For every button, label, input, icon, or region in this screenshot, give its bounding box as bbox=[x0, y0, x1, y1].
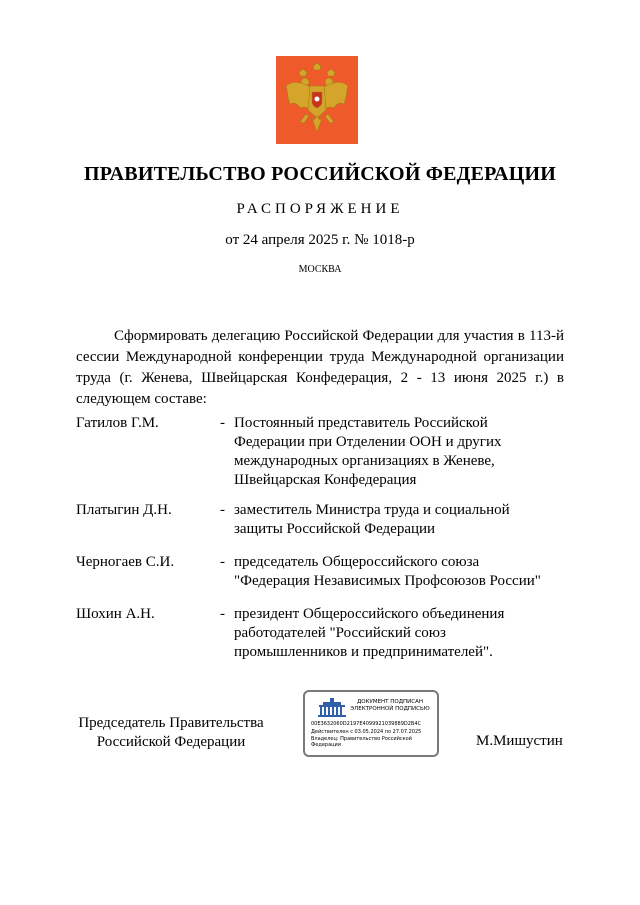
government-title: ПРАВИТЕЛЬСТВО РОССИЙСКОЙ ФЕДЕРАЦИИ bbox=[84, 163, 556, 185]
member-position-line: работодателей "Российский союз bbox=[234, 625, 446, 641]
stamp-validity: Действителен с 03.05.2024 по 27.07.2025 bbox=[311, 729, 422, 735]
signatory-position-line: Российской Федерации bbox=[96, 734, 246, 750]
government-building-icon bbox=[317, 698, 347, 718]
member-position bbox=[234, 553, 564, 591]
document-city: МОСКВА bbox=[298, 264, 342, 275]
member-position-line: председатель Общероссийского союза bbox=[234, 554, 480, 570]
member-position bbox=[234, 501, 564, 539]
electronic-signature-stamp bbox=[303, 690, 439, 757]
stamp-title-line: ЭЛЕКТРОННОЙ ПОДПИСЬЮ bbox=[350, 706, 430, 712]
member-position bbox=[234, 605, 564, 662]
order-paragraph: Сформировать делегацию Российской Федерации для участия в 113-й сессии Международной конференции труда Международной организации труда (г. Женева, Швейцарская Конфедерация, 2 - 13 июня 2025 г.) в следующем составе: bbox=[76, 328, 564, 407]
member-name: Платыгин Д.Н. bbox=[76, 502, 172, 518]
member-dash: - bbox=[220, 502, 225, 518]
stamp-owner-cont: Федерации bbox=[311, 742, 342, 748]
member-name: Шохин А.Н. bbox=[76, 606, 155, 622]
member-dash: - bbox=[220, 606, 225, 622]
member-position-line: Постоянный представитель Российской bbox=[234, 415, 488, 431]
document-date-number: от 24 апреля 2025 г. № 1018-р bbox=[225, 232, 415, 248]
signatory-position-line: Председатель Правительства bbox=[78, 715, 264, 731]
member-position-line: заместитель Министра труда и социальной bbox=[234, 502, 510, 518]
member-name: Гатилов Г.М. bbox=[76, 415, 159, 431]
stamp-title-line: ДОКУМЕНТ ПОДПИСАН bbox=[356, 699, 424, 705]
coat-of-arms-emblem bbox=[276, 56, 358, 144]
member-position-line: президент Общероссийского объединения bbox=[234, 606, 505, 622]
signatory-position bbox=[76, 714, 266, 752]
member-position-line: международных организациях в Женеве, bbox=[234, 453, 495, 469]
member-position-line: Федерации при Отделении ООН и других bbox=[234, 434, 502, 450]
member-dash: - bbox=[220, 554, 225, 570]
member-position-line: защиты Российской Федерации bbox=[234, 521, 436, 537]
member-position bbox=[234, 414, 564, 490]
document-type: РАСПОРЯЖЕНИЕ bbox=[236, 201, 404, 217]
member-dash: - bbox=[220, 415, 225, 431]
member-position-line: "Федерация Независимых Профсоюзов России" bbox=[234, 573, 541, 589]
member-position-line: Швейцарская Конфедерация bbox=[234, 472, 417, 488]
stamp-owner: Владелец: Правительство Российской bbox=[311, 736, 412, 742]
signatory-name: М.Мишустин bbox=[476, 733, 563, 749]
stamp-certificate: 00E3632060D2197E4099921039889D2B4C bbox=[311, 721, 422, 727]
member-name: Черногаев С.И. bbox=[76, 554, 175, 570]
member-position-line: промышленников и предпринимателей". bbox=[234, 644, 493, 660]
double-headed-eagle-icon bbox=[282, 62, 352, 138]
stamp-title bbox=[345, 699, 435, 713]
